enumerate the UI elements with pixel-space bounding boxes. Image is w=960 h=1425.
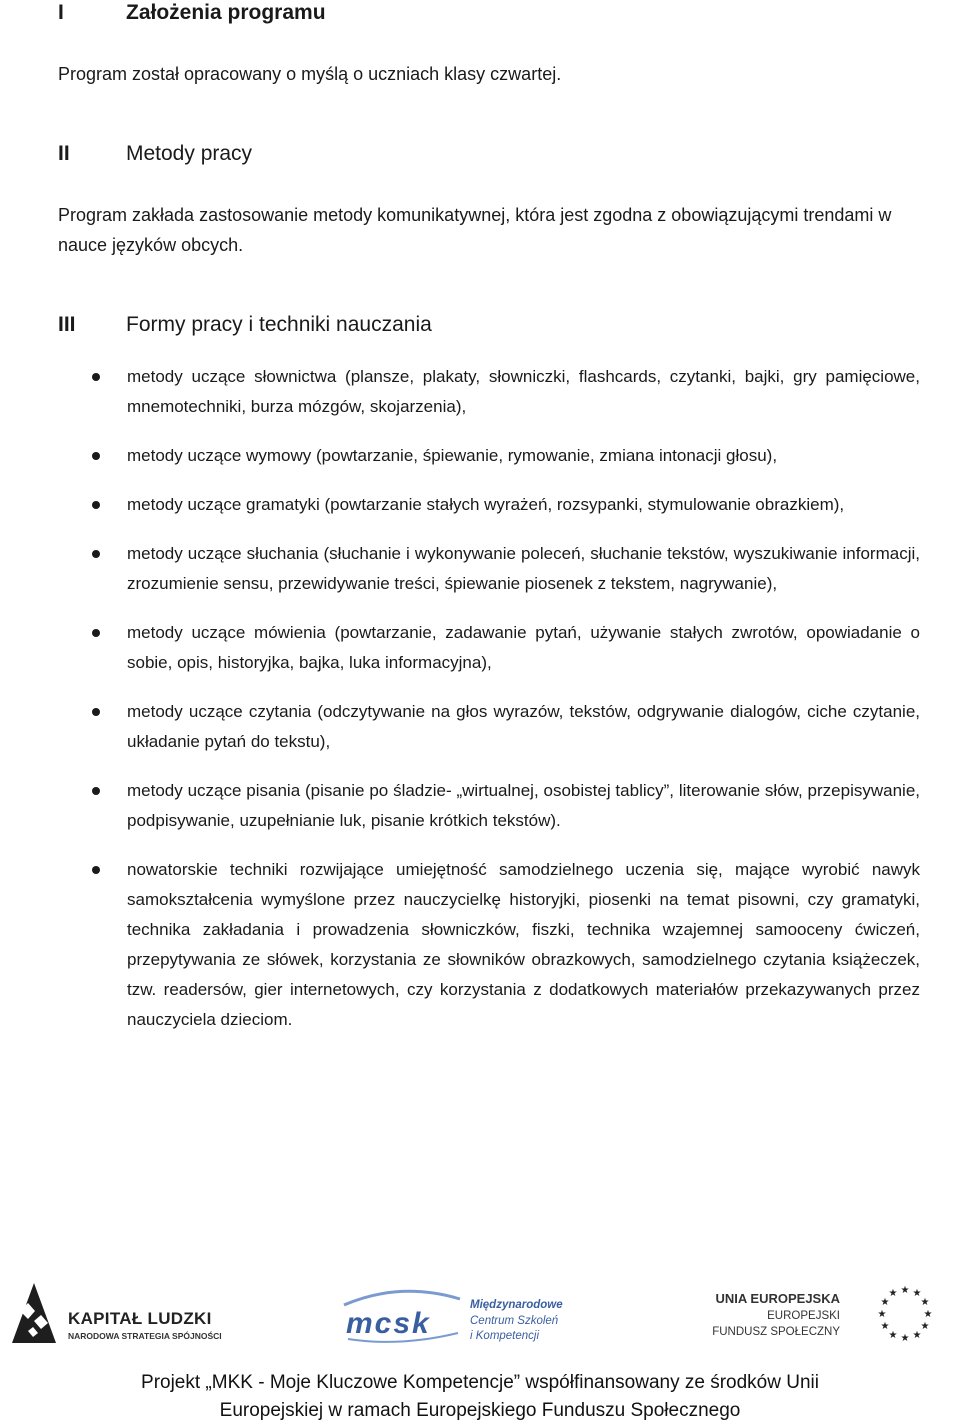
list-item-text: metody uczące mówienia (powtarzanie, zadawanie pytań, używanie stałych zwrotów, opowiadanie o sobie, opis, historyjka, bajka, luka informacyjna), bbox=[127, 623, 920, 672]
methods-list bbox=[0, 362, 960, 1035]
section-number: I bbox=[58, 1, 64, 24]
footer bbox=[0, 1369, 960, 1425]
eu-logo bbox=[700, 1281, 950, 1351]
svg-text:★: ★ bbox=[912, 1288, 922, 1299]
svg-text:★: ★ bbox=[888, 1288, 898, 1299]
footer-line-2: Europejskiej w ramach Europejskiego Funduszu Społecznego bbox=[219, 1400, 741, 1421]
list-item bbox=[127, 490, 920, 520]
bullet-icon bbox=[92, 787, 100, 795]
section-heading-3 bbox=[58, 312, 432, 338]
section-2-paragraph: Program zakłada zastosowanie metody komunikatywnej, która jest zgodna z obowiązującymi trendami w nauce języków obcych. bbox=[58, 205, 892, 255]
mcsk-logo bbox=[340, 1285, 610, 1355]
eu-line-2: EUROPEJSKI bbox=[767, 1310, 840, 1322]
section-number: II bbox=[58, 142, 70, 165]
section-title: Metody pracy bbox=[126, 142, 253, 165]
section-number: III bbox=[58, 313, 76, 336]
list-item bbox=[127, 776, 920, 836]
bullet-icon bbox=[92, 708, 100, 716]
svg-text:★: ★ bbox=[900, 1285, 910, 1296]
list-item-text: metody uczące słuchania (słuchanie i wykonywanie poleceń, słuchanie tekstów, wyszukiwanie informacji, zrozumienie sensu, przewidywanie treści, śpiewanie piosenek z tekstem, nagrywanie), bbox=[127, 544, 920, 593]
bullet-icon bbox=[92, 550, 100, 558]
list-item-text: metody uczące czytania (odczytywanie na głos wyrazów, tekstów, odgrywanie dialogów, ciche czytanie, układanie pytań do tekstu), bbox=[127, 702, 920, 751]
kapital-ludzki-title: KAPITAŁ LUDZKI bbox=[68, 1309, 212, 1328]
svg-text:★: ★ bbox=[888, 1330, 898, 1341]
svg-text:★: ★ bbox=[880, 1321, 890, 1332]
section-1-paragraph: Program został opracowany o myślą o uczniach klasy czwartej. bbox=[58, 64, 562, 84]
svg-text:★: ★ bbox=[923, 1309, 933, 1320]
section-title: Formy pracy i techniki nauczania bbox=[126, 313, 432, 336]
section-title: Założenia programu bbox=[126, 1, 326, 24]
mcsk-line-3: i Kompetencji bbox=[470, 1330, 540, 1342]
mcsk-abbreviation: mcsk bbox=[346, 1307, 431, 1340]
list-item bbox=[127, 362, 920, 422]
kapital-ludzki-logo bbox=[8, 1281, 248, 1351]
svg-text:★: ★ bbox=[920, 1321, 930, 1332]
list-item bbox=[127, 441, 920, 471]
bullet-icon bbox=[92, 629, 100, 637]
eu-line-1: UNIA EUROPEJSKA bbox=[715, 1291, 840, 1306]
mcsk-line-2: Centrum Szkoleń bbox=[470, 1315, 559, 1327]
list-item-text: metody uczące słownictwa (plansze, plakaty, słowniczki, flashcards, czytanki, bajki, gry pamięciowe, mnemotechniki, burza mózgów, skojarzenia), bbox=[127, 367, 920, 416]
bullet-icon bbox=[92, 866, 100, 874]
list-item bbox=[127, 697, 920, 757]
kapital-ludzki-emblem-icon bbox=[8, 1281, 60, 1347]
list-item-text: metody uczące gramatyki (powtarzanie stałych wyrażeń, rozsypanki, stymulowanie obrazkiem), bbox=[127, 495, 845, 514]
mcsk-line-1: Międzynarodowe bbox=[470, 1299, 563, 1311]
svg-text:★: ★ bbox=[912, 1330, 922, 1341]
section-heading-1 bbox=[58, 0, 326, 26]
footer-line-1: Projekt „MKK - Moje Kluczowe Kompetencje” współfinansowany ze środków Unii bbox=[141, 1372, 819, 1393]
section-heading-2 bbox=[58, 141, 252, 167]
svg-text:★: ★ bbox=[877, 1309, 887, 1320]
eu-stars-icon bbox=[875, 1283, 935, 1343]
svg-text:★: ★ bbox=[880, 1297, 890, 1308]
list-item bbox=[127, 855, 920, 1035]
bullet-icon bbox=[92, 501, 100, 509]
list-item-text: metody uczące pisania (pisanie po śladzie- „wirtualnej, osobistej tablicy”, literowanie słów, przepisywanie, podpisywanie, uzupełnianie luk, pisanie krótkich tekstów). bbox=[127, 781, 920, 830]
svg-text:★: ★ bbox=[920, 1297, 930, 1308]
logos-row bbox=[0, 1275, 960, 1355]
eu-line-3: FUNDUSZ SPOŁECZNY bbox=[712, 1326, 840, 1338]
bullet-icon bbox=[92, 452, 100, 460]
list-item bbox=[127, 618, 920, 678]
svg-text:★: ★ bbox=[900, 1333, 910, 1343]
list-item-text: nowatorskie techniki rozwijające umiejętność samodzielnego uczenia się, mające wyrobić nawyk samokształcenia wymyślone przez nauczycielkę historyjki, piosenki na temat pisowni, czy gramatyki, technika zakładania i prowadzenia słowniczków, fiszki, technika wzajemnej samooceny ćwiczeń, przepytywania ze słówek, korzystania ze słowników obrazkowych, samodzielnego czytania książeczek, tzw. readersów, gier internetowych, czy korzystania z dodatkowych materiałów przekazywanych przez nauczyciela dzieciom. bbox=[127, 860, 920, 1029]
kapital-ludzki-subtitle: NARODOWA STRATEGIA SPÓJNOŚCI bbox=[68, 1331, 222, 1341]
list-item bbox=[127, 539, 920, 599]
bullet-icon bbox=[92, 373, 100, 381]
list-item-text: metody uczące wymowy (powtarzanie, śpiewanie, rymowanie, zmiana intonacji głosu), bbox=[127, 446, 778, 465]
